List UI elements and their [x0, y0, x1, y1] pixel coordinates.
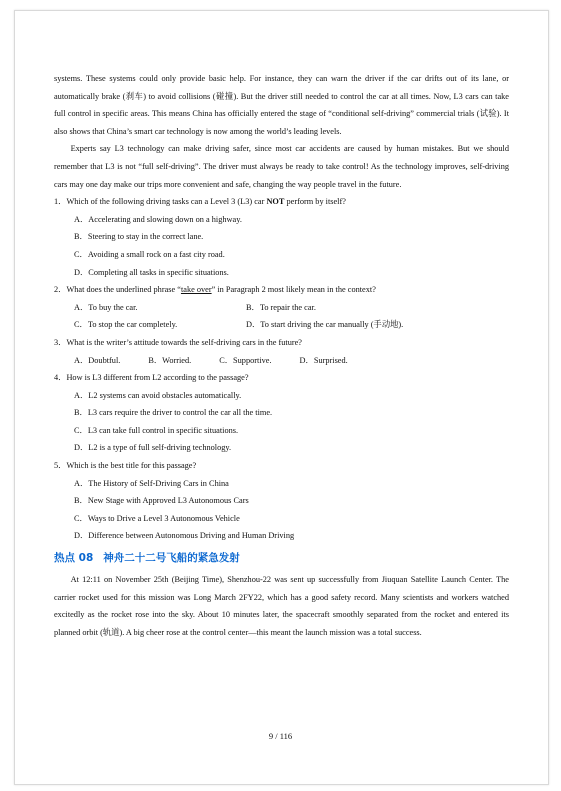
paragraph-3: At 12:11 on November 25th (Beijing Time), Shenzhou-22 was sent up successfully from Jiuquan Satellite Launch Center. The carrier rocket used for this mission was Long March 2FY22, which has a good safety record. Many scientists and workers watched excitedly as the rocket rose into the sky. About 10 minutes later, the spacecraft smoothly separated from the rocket and entered its planned orbit (轨道). A big cheer rose at the control center—this meant the launch mission was a total success.: [54, 575, 509, 637]
section-tag: 热点 08: [54, 552, 94, 565]
question-4-option-b: B．L3 cars require the driver to control the car all the time.: [74, 408, 273, 418]
underlined-phrase: take over: [180, 285, 212, 295]
paragraph-1: systems. These systems could only provide basic help. For instance, they can warn the driver if the car drifts out of its lane, or automatically brake (刹车) to avoid collisions (碰撞). But the driver still needed to control the car at all times. Now, L3 cars can take full control in specific areas. This means China has officially entered the stage of “conditional self-driving” commercial trials (试验). It also shows that China’s smart car technology is now among the world’s leading levels.: [54, 74, 509, 136]
question-5-option-d: D．Difference between Autonomous Driving and Human Driving: [74, 531, 295, 541]
question-5-option-a: A．The History of Self-Driving Cars in China: [74, 478, 229, 488]
question-1-option-a: A．Accelerating and slowing down on a highway.: [74, 214, 242, 224]
paragraph-2: Experts say L3 technology can make driving safer, since most car accidents are caused by human mistakes. But we should remember that L3 is not “full self-driving”. The driver must always be ready to take control! As the technology improves, self-driving cars may one day make our trips more convenient and safe, changing the way people travel in the future.: [54, 144, 509, 189]
question-4-option-c: C．L3 can take full control in specific situations.: [74, 425, 239, 435]
question-2-option-d: D．To start driving the car manually (手动地).: [246, 320, 404, 330]
question-3: [54, 334, 509, 369]
section-title: 神舟二十二号飞船的紧急发射: [103, 552, 240, 565]
question-3-options: [54, 352, 509, 370]
question-1-option-d: D．Completing all tasks in specific situations.: [74, 267, 229, 277]
question-5: [54, 457, 509, 545]
question-2-stem: 2．What does the underlined phrase “take over” in Paragraph 2 most likely mean in the context?: [54, 285, 376, 295]
question-3-option-a: A．Doubtful.: [74, 355, 121, 365]
section-heading: [54, 549, 509, 568]
question-2-options-row-2: [54, 316, 509, 334]
question-4-option-d: D．L2 is a type of full self-driving technology.: [74, 443, 232, 453]
question-5-option-c: C．Ways to Drive a Level 3 Autonomous Vehicle: [74, 513, 240, 523]
question-4-option-a: A．L2 systems can avoid obstacles automatically.: [74, 390, 242, 400]
question-3-option-c: C．Supportive.: [219, 355, 272, 365]
question-4-stem: 4．How is L3 different from L2 according to the passage?: [54, 373, 249, 383]
question-5-stem: 5．Which is the best title for this passage?: [54, 461, 197, 471]
question-2-options-row-1: [54, 299, 509, 317]
question-3-stem: 3．What is the writer’s attitude towards the self-driving cars in the future?: [54, 337, 302, 347]
question-5-option-b: B．New Stage with Approved L3 Autonomous Cars: [74, 496, 249, 506]
question-3-option-d: D．Surprised.: [299, 355, 348, 365]
emphasis-not: NOT: [266, 197, 285, 207]
question-1-option-b: B．Steering to stay in the correct lane.: [74, 232, 204, 242]
page-content: [54, 70, 509, 641]
question-2-option-a: A．To buy the car.: [74, 302, 138, 312]
question-2-option-c: C．To stop the car completely.: [74, 320, 178, 330]
question-1-option-c: C．Avoiding a small rock on a fast city road.: [74, 249, 225, 259]
question-4: [54, 369, 509, 457]
question-3-option-b: B．Worried.: [148, 355, 192, 365]
question-2: [54, 281, 509, 334]
question-1: [54, 193, 509, 281]
question-1-stem: 1．Which of the following driving tasks can a Level 3 (L3) car NOT perform by itself?: [54, 197, 346, 207]
question-2-option-b: B．To repair the car.: [246, 302, 316, 312]
page-number: 9 / 116: [268, 731, 293, 741]
